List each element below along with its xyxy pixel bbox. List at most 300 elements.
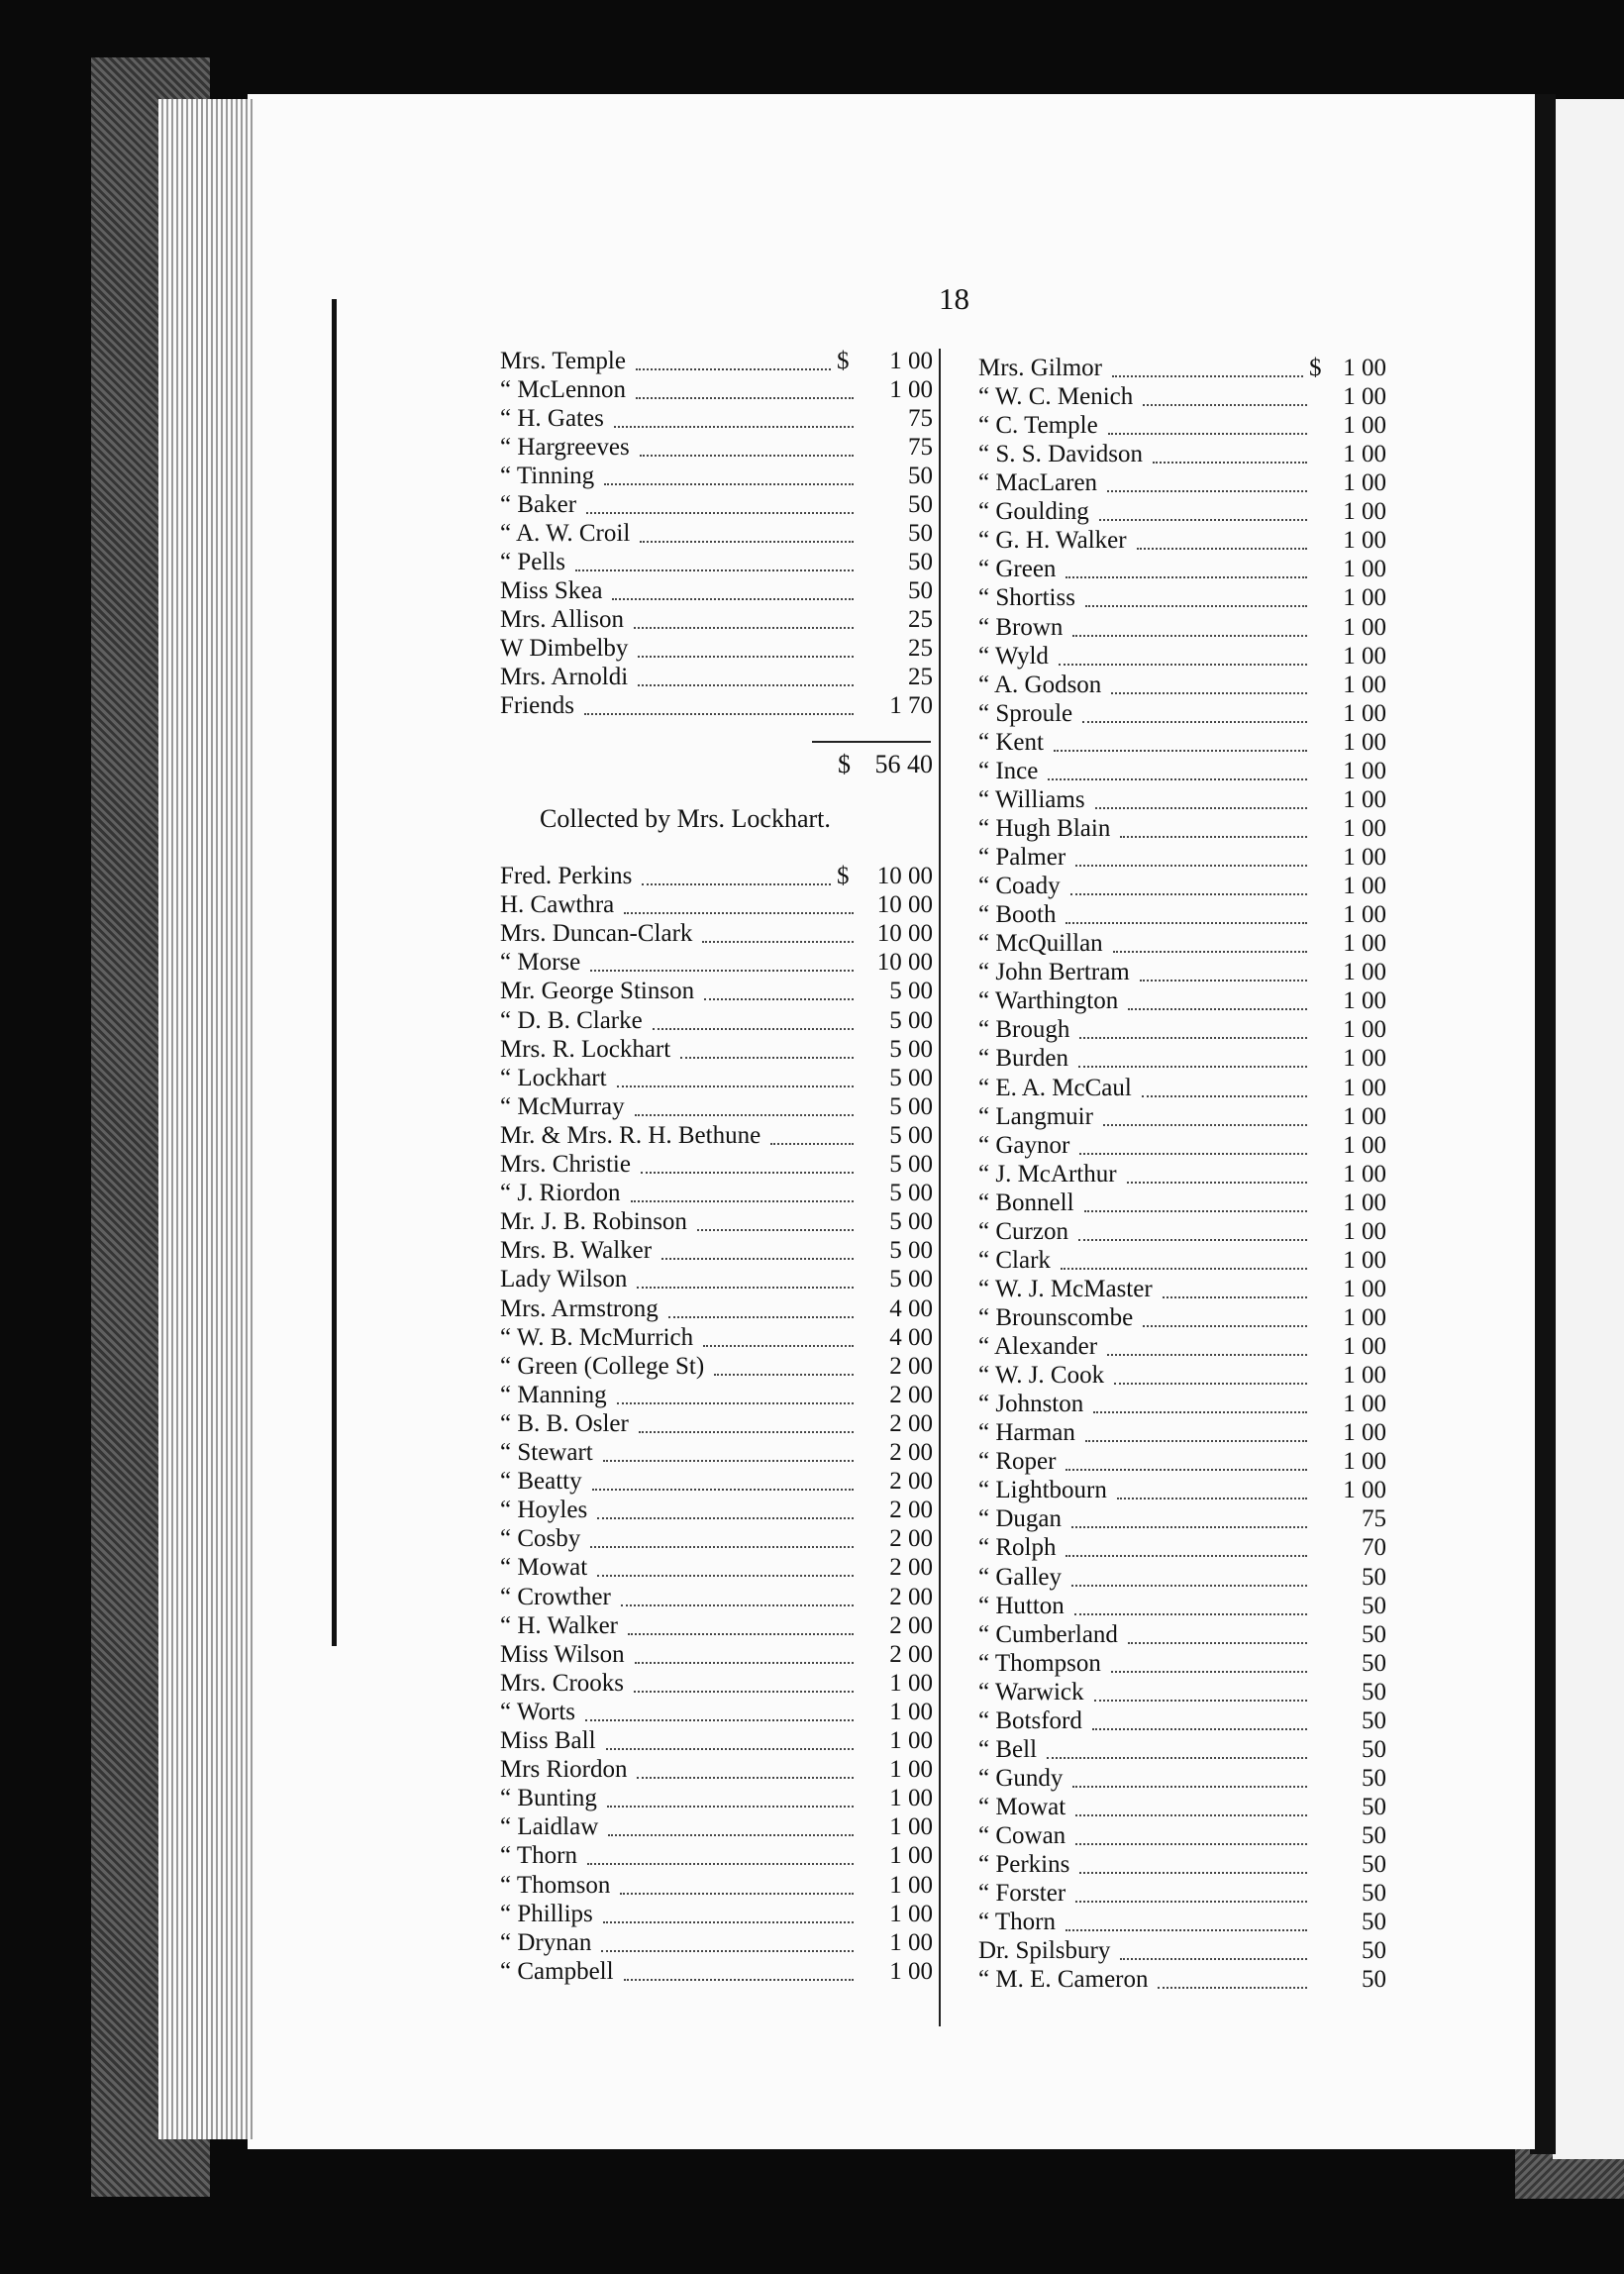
amount: 1 00	[1343, 1419, 1386, 1447]
subscriber-name: “ Burden	[978, 1045, 1068, 1073]
entry-row	[978, 497, 1386, 527]
subscriber-name: Mrs. Crooks	[500, 1669, 625, 1697]
dollar-sign: $	[837, 348, 850, 374]
entry-row	[978, 1390, 1386, 1419]
entry-row	[500, 862, 933, 891]
amount: 50	[1362, 1706, 1386, 1734]
dot-leader	[597, 1501, 854, 1519]
entry-row	[500, 1035, 933, 1065]
amount: 25	[908, 606, 933, 633]
subscriber-name: Mrs. Allison	[500, 606, 625, 633]
amount: 2 00	[889, 1497, 933, 1524]
subscriber-name: “ G. H. Walker	[978, 527, 1127, 555]
subscriber-name: Friends	[500, 692, 574, 719]
entry-row	[978, 1447, 1386, 1477]
dot-leader	[703, 1329, 854, 1347]
amount: 10 00	[876, 920, 933, 948]
amount: 50	[908, 520, 933, 547]
amount: 2 00	[889, 1352, 933, 1380]
entry-row	[978, 671, 1386, 700]
amount: 1 00	[1343, 498, 1386, 526]
entry-row	[500, 1900, 933, 1929]
entry-row	[978, 1044, 1386, 1074]
entry-row	[500, 1467, 933, 1497]
entry-row	[978, 1965, 1386, 1995]
entry-row	[978, 1303, 1386, 1333]
subscriber-name: “ Warwick	[978, 1678, 1084, 1706]
dot-leader	[1095, 791, 1307, 809]
amount: 2 00	[889, 1525, 933, 1553]
dot-leader	[608, 1818, 854, 1836]
dot-leader	[1111, 676, 1307, 694]
dot-leader	[1143, 388, 1307, 406]
amount: 1 00	[1343, 613, 1386, 641]
entry-row	[978, 1074, 1386, 1103]
dot-leader	[628, 1617, 854, 1635]
amount: 1 00	[889, 1727, 933, 1754]
subscriber-name: Mrs. B. Walker	[500, 1237, 653, 1265]
dot-leader	[636, 381, 854, 399]
amount: 1 00	[1343, 1362, 1386, 1390]
dot-leader	[617, 1387, 854, 1404]
subscriber-name: Lady Wilson	[500, 1266, 628, 1293]
subscriber-name: “ Curzon	[978, 1217, 1068, 1245]
dot-leader	[1114, 1367, 1307, 1385]
entry-row	[978, 843, 1386, 873]
dot-leader	[621, 1589, 854, 1606]
entry-row	[978, 1678, 1386, 1707]
subscriber-name: Mrs. Gilmor	[978, 355, 1102, 381]
dot-leader	[1120, 1942, 1307, 1960]
entry-row	[978, 785, 1386, 815]
dot-leader	[1093, 1395, 1307, 1413]
entry-row	[500, 1812, 933, 1842]
dot-leader	[1048, 763, 1307, 780]
subscriber-name: “ Green	[978, 556, 1057, 583]
entry-row	[978, 411, 1386, 441]
subscriber-name: “ Bell	[978, 1735, 1038, 1763]
entry-row	[978, 1533, 1386, 1563]
amount: 1 00	[1343, 844, 1386, 872]
amount: 1 00	[889, 1871, 933, 1899]
entry-row	[500, 1121, 933, 1151]
subscriber-name: Miss Wilson	[500, 1640, 625, 1668]
dot-leader	[1084, 1194, 1307, 1212]
entry-row	[500, 1611, 933, 1641]
subscriber-name: “ Thompson	[978, 1649, 1101, 1677]
amount: 1 00	[889, 1785, 933, 1812]
entry-row	[978, 642, 1386, 672]
amount: 1 00	[1343, 814, 1386, 842]
amount: 50	[1362, 1822, 1386, 1850]
amount: 1 00	[889, 1957, 933, 1985]
amount: 1 00	[889, 348, 933, 374]
dot-leader	[635, 1098, 854, 1116]
subscriber-name: “ Brounscombe	[978, 1303, 1134, 1331]
subscriber-name: “ Mowat	[500, 1554, 588, 1582]
amount: 50	[1362, 1764, 1386, 1792]
amount: 1 00	[1343, 1303, 1386, 1331]
amount: 5 00	[889, 1266, 933, 1293]
amount: 50	[1362, 1966, 1386, 1994]
subscriber-name: “ Johnston	[978, 1391, 1084, 1418]
adjacent-page-edge	[1553, 99, 1624, 2159]
amount: 1 00	[1343, 1102, 1386, 1130]
amount: 1 00	[1343, 441, 1386, 468]
amount: 50	[908, 491, 933, 518]
amount: 1 00	[1343, 527, 1386, 555]
subscriber-name: “ McQuillan	[978, 930, 1103, 958]
subscriber-name: “ Tinning	[500, 463, 595, 489]
dot-leader	[1082, 705, 1307, 723]
entry-row	[978, 1361, 1386, 1391]
entry-row	[978, 1735, 1386, 1765]
amount: 70	[1362, 1534, 1386, 1562]
subscriber-name: Mr. J. B. Robinson	[500, 1208, 687, 1236]
dollar-sign: $	[837, 863, 850, 889]
amount: 1 00	[1343, 1160, 1386, 1188]
dot-leader	[653, 1012, 854, 1030]
amount: 1 00	[1343, 1074, 1386, 1101]
subscriber-name: Mr. & Mrs. R. H. Bethune	[500, 1121, 761, 1149]
entry-row	[978, 1879, 1386, 1909]
amount: 1 00	[1343, 412, 1386, 440]
dot-leader	[1113, 935, 1307, 953]
dot-leader	[1128, 1626, 1307, 1644]
amount: 50	[908, 463, 933, 489]
amount: 1 00	[889, 376, 933, 403]
dot-leader	[607, 1790, 854, 1808]
amount: 75	[1362, 1505, 1386, 1533]
subscriber-name: “ Thomson	[500, 1871, 611, 1899]
entry-row	[978, 1908, 1386, 1937]
dot-leader	[592, 1473, 854, 1491]
dot-leader	[1153, 446, 1307, 464]
subscriber-name: “ McMurray	[500, 1092, 625, 1120]
amount: 5 00	[889, 1006, 933, 1034]
dot-leader	[603, 1906, 854, 1923]
dot-leader	[1078, 1223, 1307, 1241]
subscriber-name: “ Booth	[978, 901, 1057, 929]
dot-leader	[587, 1847, 854, 1865]
subscriber-name: “ Forster	[978, 1880, 1066, 1908]
entry-row	[500, 663, 933, 692]
entry-row	[500, 1265, 933, 1294]
entry-row	[500, 634, 933, 664]
entry-row	[500, 433, 933, 463]
entry-row	[978, 929, 1386, 959]
amount: 2 00	[889, 1409, 933, 1437]
amount: 2 00	[889, 1468, 933, 1496]
entry-row	[500, 1698, 933, 1727]
amount: 2 00	[889, 1381, 933, 1408]
subscriber-name: “ Galley	[978, 1563, 1062, 1591]
subscriber-name: “ H. Walker	[500, 1611, 619, 1639]
amount: 1 00	[1343, 1217, 1386, 1245]
dot-leader	[1079, 1137, 1307, 1155]
entry-row	[978, 1850, 1386, 1880]
entry-row	[500, 605, 933, 635]
subscriber-name: Dr. Spilsbury	[978, 1937, 1111, 1965]
amount: 4 00	[889, 1294, 933, 1322]
amount: 1 00	[1343, 1016, 1386, 1044]
entry-row	[978, 1504, 1386, 1534]
amount: 1 00	[889, 1813, 933, 1841]
entry-row	[500, 1409, 933, 1439]
amount: 1 00	[1343, 584, 1386, 612]
amount: 1 00	[1343, 671, 1386, 698]
dot-leader	[631, 1185, 854, 1202]
subscriber-name: “ Green (College St)	[500, 1352, 705, 1380]
entry-row	[978, 1189, 1386, 1218]
dot-leader	[612, 582, 854, 600]
entry-row	[500, 1669, 933, 1699]
dot-leader	[1066, 561, 1307, 578]
dot-leader	[1074, 1598, 1307, 1615]
dot-leader	[638, 640, 854, 658]
dot-leader	[585, 1704, 854, 1721]
dot-leader	[575, 554, 854, 571]
dot-leader	[1054, 734, 1307, 752]
entry-row	[978, 613, 1386, 643]
subscriber-name: “ John Bertram	[978, 959, 1130, 986]
dot-leader	[606, 1732, 854, 1750]
amount: 1 00	[889, 1842, 933, 1870]
entry-row	[500, 519, 933, 549]
subscriber-name: Mrs. R. Lockhart	[500, 1035, 671, 1063]
subscriber-name: “ Cosby	[500, 1525, 581, 1553]
dot-leader	[1061, 1252, 1307, 1270]
amount: 5 00	[889, 1151, 933, 1178]
entry-row	[500, 1755, 933, 1785]
dot-leader	[1111, 1655, 1307, 1673]
dot-leader	[638, 669, 854, 686]
entry-row	[978, 1418, 1386, 1448]
dot-leader	[637, 1271, 854, 1289]
entry-row	[500, 1352, 933, 1382]
subscriber-name: “ Drynan	[500, 1928, 592, 1956]
dot-leader	[1094, 1684, 1307, 1702]
amount: 10 00	[876, 949, 933, 977]
entry-row	[500, 490, 933, 520]
subscriber-name: “ Morse	[500, 949, 581, 977]
dot-leader	[1066, 906, 1307, 924]
dot-leader	[1117, 1482, 1307, 1499]
subtotal-amount: 56 40	[874, 750, 933, 778]
subscriber-name: “ W. J. Cook	[978, 1362, 1105, 1390]
subscriber-name: Mrs Riordon	[500, 1756, 628, 1784]
subscriber-name: “ W. C. Menich	[978, 383, 1134, 411]
subscriber-name: “ Harman	[978, 1419, 1075, 1447]
dot-leader	[1075, 1885, 1307, 1903]
entry-row	[978, 1563, 1386, 1593]
entry-row	[500, 1381, 933, 1410]
subscriber-name: “ Lightbourn	[978, 1477, 1107, 1504]
dot-leader	[1158, 1971, 1307, 1989]
dot-leader	[1108, 417, 1307, 435]
amount: 25	[908, 635, 933, 662]
dot-leader	[1163, 1281, 1307, 1298]
amount: 1 00	[1343, 873, 1386, 900]
amount: 1 00	[1343, 355, 1386, 381]
dot-leader	[614, 410, 854, 428]
dot-leader	[1085, 589, 1307, 607]
entry-row	[500, 1207, 933, 1237]
entry-row	[500, 1294, 933, 1324]
subscriber-name: “ Coady	[978, 873, 1061, 900]
subscriber-name: Miss Ball	[500, 1727, 596, 1754]
subscriber-name: “ Thorn	[978, 1909, 1056, 1936]
entry-row	[978, 1620, 1386, 1650]
subscriber-name: “ C. Temple	[978, 412, 1098, 440]
entry-row	[978, 1649, 1386, 1679]
subscriber-name: “ Pells	[500, 549, 565, 575]
amount: 10 00	[876, 891, 933, 919]
section-heading: Collected by Mrs. Lockhart.	[540, 804, 831, 833]
amount: 50	[1362, 1880, 1386, 1908]
subscriber-name: “ Hargreeves	[500, 434, 630, 461]
subscriber-name: “ A. Godson	[978, 671, 1102, 698]
dot-leader	[1047, 1741, 1307, 1759]
dot-leader	[637, 1761, 854, 1779]
dot-leader	[1072, 619, 1307, 637]
entry-row	[500, 1784, 933, 1813]
subscriber-name: “ Bunting	[500, 1785, 597, 1812]
dot-leader	[1107, 1338, 1307, 1356]
entry-row	[978, 958, 1386, 987]
amount: 1 70	[889, 692, 933, 719]
subscriber-name: “ Kent	[978, 728, 1044, 756]
subscriber-name: “ Worts	[500, 1698, 575, 1725]
subscriber-name: W Dimbelby	[500, 635, 629, 662]
entry-row	[500, 1064, 933, 1093]
dot-leader	[697, 1213, 854, 1231]
entry-row	[978, 1592, 1386, 1621]
subscriber-name: “ Cumberland	[978, 1620, 1118, 1648]
dot-leader	[1070, 878, 1307, 895]
dot-leader	[642, 868, 831, 885]
dot-leader	[640, 439, 854, 457]
dot-leader	[590, 1530, 854, 1548]
subscriber-name: “ Laidlaw	[500, 1813, 599, 1841]
entry-row	[500, 691, 933, 721]
dot-leader	[617, 1070, 854, 1087]
subscriber-name: “ Stewart	[500, 1439, 593, 1466]
entry-row	[500, 1150, 933, 1180]
subscriber-name: “ Williams	[978, 785, 1085, 813]
dot-leader	[1075, 1799, 1307, 1816]
dot-leader	[1127, 1166, 1307, 1184]
entry-row	[500, 1524, 933, 1554]
entry-row	[978, 1821, 1386, 1851]
dot-leader	[1128, 992, 1307, 1010]
amount: 75	[908, 405, 933, 432]
entry-row	[978, 1102, 1386, 1132]
entry-row	[978, 1131, 1386, 1161]
dot-leader	[636, 353, 831, 370]
entry-row	[500, 1841, 933, 1871]
dot-leader	[640, 525, 854, 543]
dot-leader	[1066, 1539, 1307, 1557]
entry-row	[978, 555, 1386, 584]
dot-leader	[1066, 1913, 1307, 1931]
subscriber-name: “ Bonnell	[978, 1189, 1074, 1216]
subscriber-name: “ Thorn	[500, 1842, 577, 1870]
entry-row	[500, 1726, 933, 1756]
dot-leader	[1078, 1050, 1307, 1068]
page-stack-edges	[158, 99, 254, 2139]
subscriber-name: “ Shortiss	[978, 584, 1075, 612]
entry-row	[978, 583, 1386, 613]
amount: 1 00	[889, 1928, 933, 1956]
entry-row	[978, 1275, 1386, 1304]
subtotal-dollar-sign: $	[838, 750, 851, 778]
amount: 50	[908, 549, 933, 575]
dot-leader	[1079, 1021, 1307, 1039]
subscriber-name: Mrs. Christie	[500, 1151, 631, 1178]
dot-leader	[601, 1934, 854, 1952]
entry-row	[978, 1764, 1386, 1794]
amount: 1 00	[1343, 642, 1386, 670]
amount: 1 00	[1343, 383, 1386, 411]
subscriber-name: “ Warthington	[978, 987, 1119, 1015]
subscriber-name: “ Brown	[978, 613, 1064, 641]
amount: 1 00	[1343, 1391, 1386, 1418]
subscriber-name: Fred. Perkins	[500, 863, 633, 889]
amount: 75	[908, 434, 933, 461]
dot-leader	[704, 982, 854, 1000]
amount: 5 00	[889, 1092, 933, 1120]
subscriber-name: Mrs. Armstrong	[500, 1294, 659, 1322]
dollar-sign: $	[1309, 355, 1322, 381]
dot-leader	[586, 496, 854, 514]
dot-leader	[1107, 474, 1307, 492]
subscriber-name: “ Crowther	[500, 1583, 611, 1610]
entry-row	[500, 919, 933, 949]
entry-row	[978, 382, 1386, 412]
subscriber-name: “ Rolph	[978, 1534, 1057, 1562]
subscriber-name: “ Alexander	[978, 1333, 1098, 1361]
entry-row	[500, 375, 933, 405]
entry-row	[500, 548, 933, 577]
entry-row	[978, 872, 1386, 901]
amount: 5 00	[889, 1208, 933, 1236]
entry-row	[978, 814, 1386, 844]
dot-leader	[714, 1358, 854, 1376]
dot-leader	[1085, 1424, 1307, 1442]
dot-leader	[641, 1156, 854, 1174]
amount: 2 00	[889, 1583, 933, 1610]
entry-row	[500, 1438, 933, 1468]
amount: 5 00	[889, 1121, 933, 1149]
amount: 2 00	[889, 1611, 933, 1639]
dot-leader	[1071, 1569, 1307, 1587]
entry-row	[500, 1323, 933, 1353]
entry-row	[978, 440, 1386, 469]
entry-row	[500, 1496, 933, 1525]
subscriber-name: “ W. J. McMaster	[978, 1275, 1153, 1302]
entry-row	[500, 1957, 933, 1987]
subscriber-name: “ Hoyles	[500, 1497, 588, 1524]
amount: 50	[1362, 1851, 1386, 1879]
entry-row	[978, 1246, 1386, 1276]
amount: 50	[1362, 1563, 1386, 1591]
entry-row	[500, 1236, 933, 1266]
entry-row	[500, 1553, 933, 1583]
subscriber-name: “ W. B. McMurrich	[500, 1323, 694, 1351]
subscriber-name: “ H. Gates	[500, 405, 604, 432]
subscriber-name: “ Perkins	[978, 1851, 1070, 1879]
